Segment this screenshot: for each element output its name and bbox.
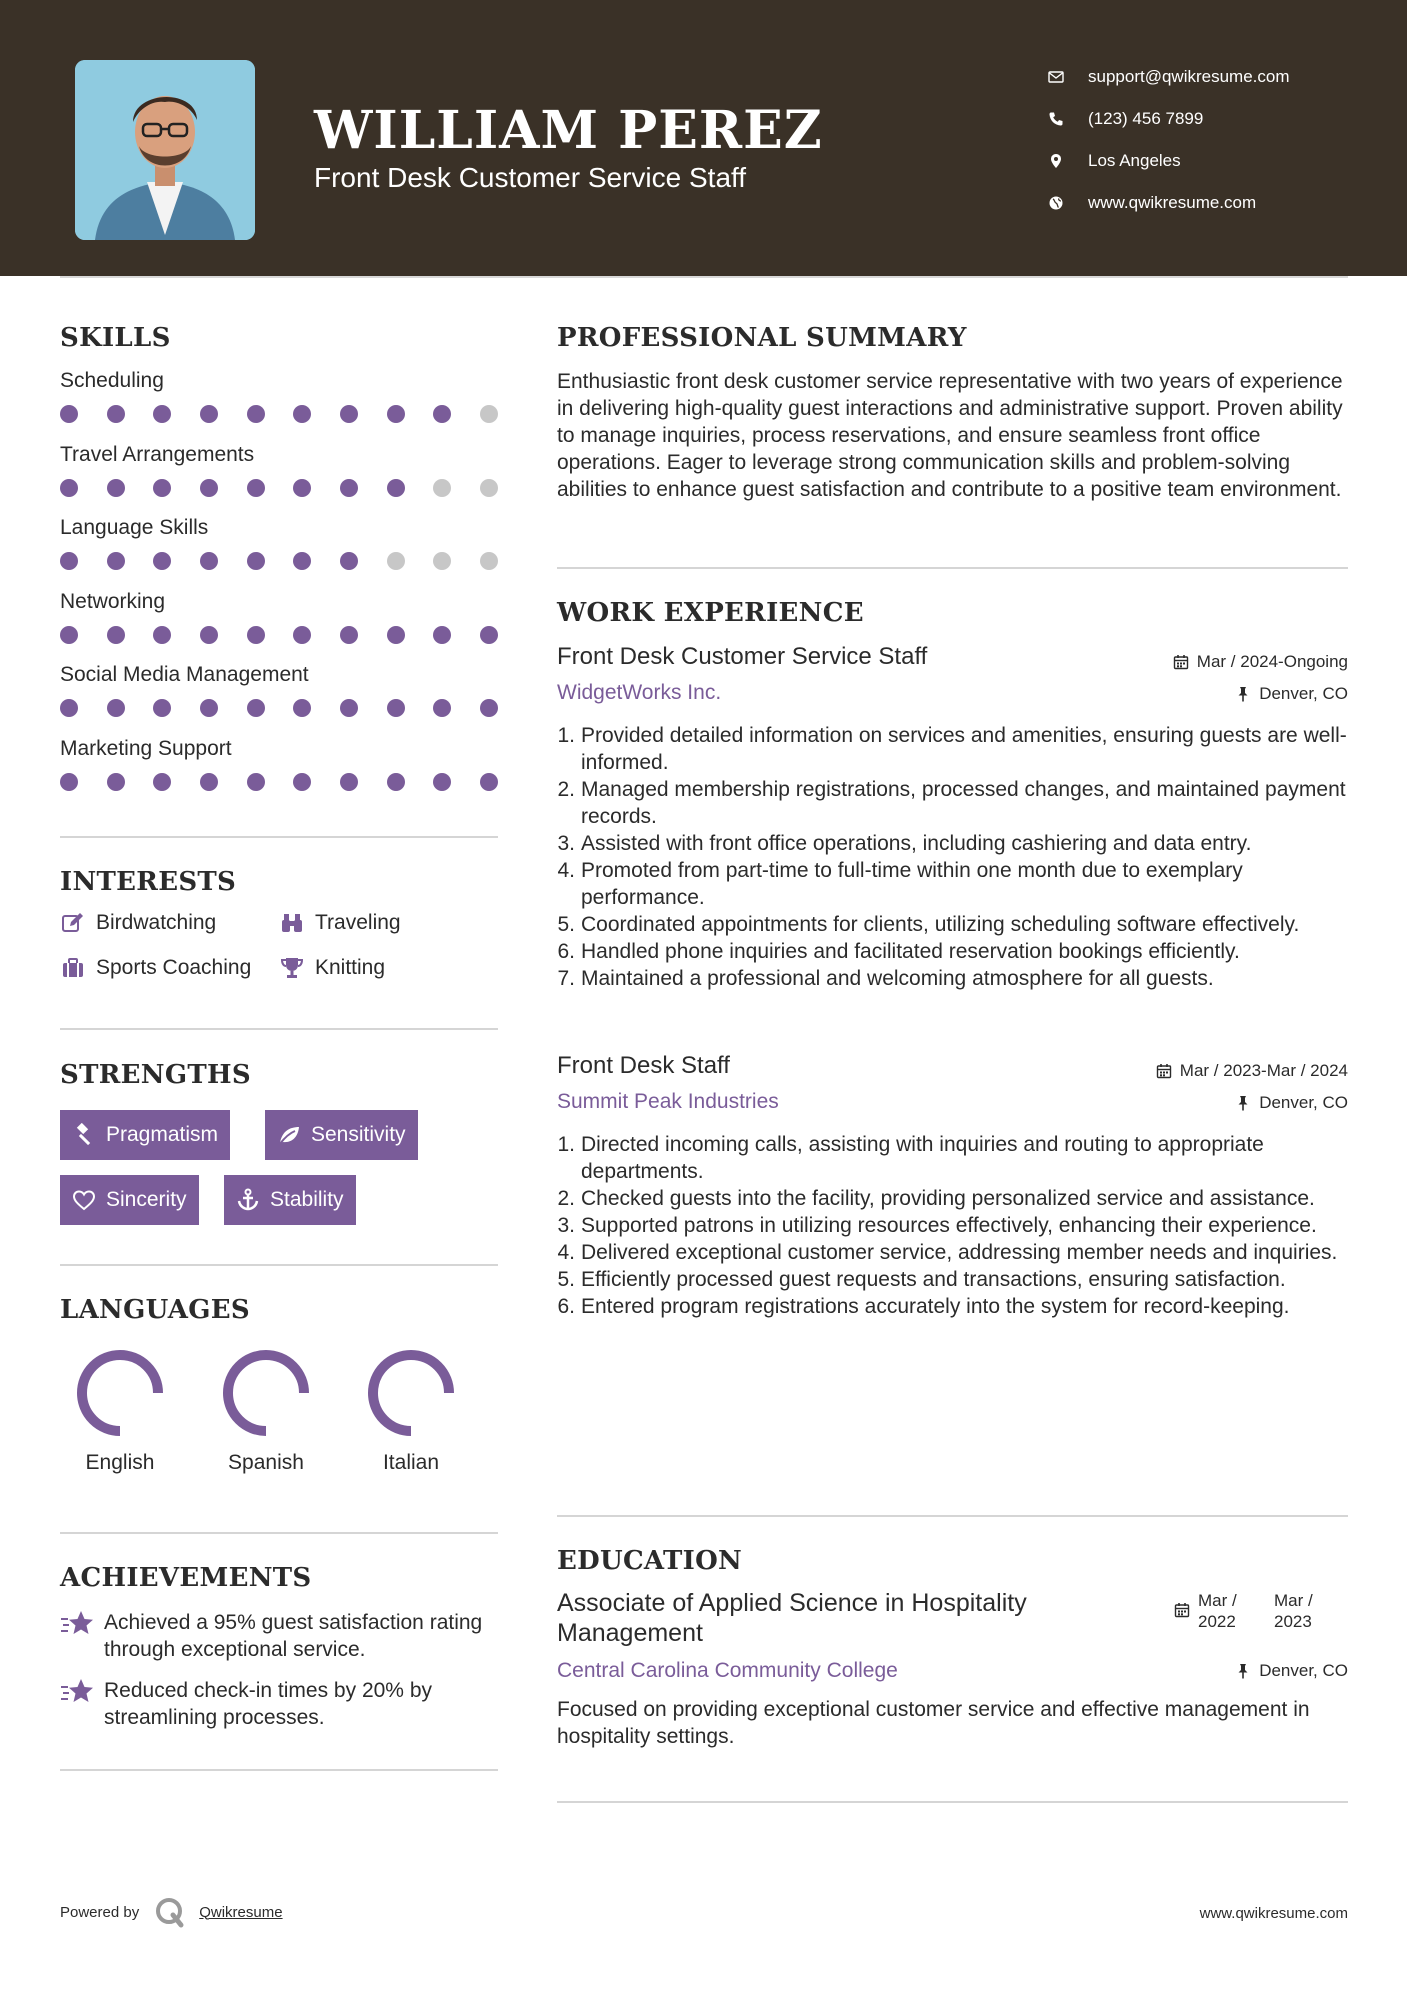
rating-dot-filled [247, 479, 265, 497]
globe-icon [1048, 195, 1078, 211]
skill-name: Marketing Support [60, 736, 232, 760]
rating-dot-filled [107, 479, 125, 497]
rating-dot-filled [293, 626, 311, 644]
rating-dot-filled [107, 552, 125, 570]
contact-list [1048, 56, 1290, 224]
education-school: Central Carolina Community College [557, 1659, 898, 1682]
rating-dot-empty [387, 552, 405, 570]
strength-tag [60, 1110, 230, 1160]
skill-item [60, 588, 500, 644]
rating-dot-filled [433, 626, 451, 644]
rating-dot-filled [153, 626, 171, 644]
rating-dot-filled [480, 699, 498, 717]
rating-dot-filled [153, 773, 171, 791]
rating-dot-filled [60, 405, 78, 423]
rating-dot-filled [247, 405, 265, 423]
section-divider [557, 1801, 1348, 1803]
achievement-text: Achieved a 95% guest satisfaction rating through exceptional service. [104, 1611, 483, 1661]
bullet-item [551, 1212, 1351, 1239]
gavel-icon [72, 1123, 96, 1147]
skill-item [60, 514, 500, 570]
bullet-text: Maintained a professional and welcoming atmosphere for all guests. [581, 967, 1214, 990]
bullet-item [551, 1185, 1351, 1212]
language-item [60, 1345, 180, 1475]
rating-dot-filled [387, 699, 405, 717]
job-location [1235, 1093, 1348, 1113]
rating-dot-filled [107, 405, 125, 423]
bullet-text: Delivered exceptional customer service, addressing member needs and inquiries. [581, 1241, 1338, 1264]
language-gauge [363, 1345, 459, 1441]
education-start: Mar / 2022 [1198, 1591, 1237, 1631]
language-name: Spanish [228, 1451, 304, 1474]
rating-dot-filled [340, 699, 358, 717]
calendar-icon [1174, 1602, 1190, 1618]
rating-dot-filled [340, 773, 358, 791]
bullet-number: 4. [557, 859, 575, 882]
bullet-number: 6. [557, 1295, 575, 1318]
bullet-number: 5. [557, 1268, 575, 1291]
rating-dot-filled [153, 405, 171, 423]
contact-location-text: Los Angeles [1088, 151, 1181, 170]
rating-dot-filled [153, 699, 171, 717]
bullet-text: Handled phone inquiries and facilitated reservation bookings efficiently. [581, 940, 1240, 963]
header-divider [60, 276, 1348, 278]
job-location [1235, 684, 1348, 704]
bullet-item [551, 1266, 1351, 1293]
rating-dot-empty [480, 552, 498, 570]
skill-name: Scheduling [60, 369, 164, 392]
bullet-item [551, 938, 1351, 965]
rating-dot-filled [387, 405, 405, 423]
contact-website-text: www.qwikresume.com [1088, 193, 1257, 212]
skill-name: Social Media Management [60, 663, 309, 686]
summary-heading: PROFESSIONAL SUMMARY [557, 323, 967, 353]
rating-dot-filled [200, 699, 218, 717]
strengths-heading: STRENGTHS [60, 1060, 251, 1090]
skill-rating [60, 405, 498, 423]
bullet-text: Coordinated appointments for clients, utilizing scheduling software effectively. [581, 913, 1300, 936]
rating-dot-filled [60, 626, 78, 644]
interest-item [60, 955, 251, 981]
rating-dot-filled [107, 626, 125, 644]
interest-item [279, 955, 385, 981]
bullet-number: 5. [557, 913, 575, 936]
skill-rating [60, 699, 498, 717]
education-degree: Associate of Applied Science in Hospitality Management [557, 1589, 1027, 1647]
footer-url[interactable]: www.qwikresume.com [1199, 1905, 1348, 1922]
rating-dot-filled [60, 479, 78, 497]
rating-dot-filled [433, 699, 451, 717]
bullet-text: Promoted from part-time to full-time within one month due to exemplary performance. [581, 859, 1243, 909]
footer-powered-by [60, 1895, 283, 1929]
rating-dot-filled [293, 405, 311, 423]
skill-name: Language Skills [60, 516, 209, 539]
bullet-text: Efficiently processed guest requests and transactions, ensuring satisfaction. [581, 1268, 1286, 1291]
contact-website[interactable] [1048, 182, 1290, 224]
bullet-item [551, 857, 1351, 911]
rating-dot-filled [480, 773, 498, 791]
interests-heading: INTERESTS [60, 867, 237, 897]
anchor-icon [236, 1188, 260, 1212]
bullet-text: Checked guests into the facility, providing personalized service and assistance. [581, 1187, 1315, 1210]
bullet-item [551, 1293, 1351, 1320]
education-description: Focused on providing exceptional customer service and effective management in hospitality settings. [557, 1698, 1310, 1748]
strength-label: Stability [270, 1188, 344, 1211]
rating-dot-filled [433, 773, 451, 791]
map-pin-icon [1048, 153, 1078, 169]
trophy-icon [279, 955, 305, 981]
bullet-number: 6. [557, 940, 575, 963]
interest-item [279, 910, 401, 936]
bullet-item [551, 1131, 1351, 1185]
qwikresume-logo-icon [153, 1895, 187, 1929]
skill-item [60, 735, 500, 791]
rating-dot-filled [200, 552, 218, 570]
rating-dot-filled [387, 479, 405, 497]
pushpin-icon [1235, 1095, 1251, 1111]
language-name: Italian [382, 1451, 440, 1474]
job-role: Front Desk Staff [557, 1052, 730, 1079]
rating-dot-filled [387, 773, 405, 791]
rating-dot-empty [480, 479, 498, 497]
job-company: Summit Peak Industries [557, 1090, 779, 1113]
achievements-heading: ACHIEVEMENTS [60, 1563, 312, 1593]
bullet-number: 2. [557, 778, 575, 801]
bullet-number: 2. [557, 1187, 575, 1210]
star-icon [60, 1609, 94, 1639]
bullet-text: Entered program registrations accurately into the system for record-keeping. [581, 1295, 1290, 1318]
resume-header [0, 0, 1407, 276]
language-gauge [218, 1345, 314, 1441]
rating-dot-filled [433, 405, 451, 423]
job-bullets [551, 1131, 1351, 1320]
pencil-square-icon [60, 910, 86, 936]
interest-label: Birdwatching [96, 911, 217, 934]
briefcase-icon [60, 955, 86, 981]
rating-dot-filled [340, 405, 358, 423]
section-divider [60, 1264, 498, 1266]
job-dates-text: Mar / 2024-Ongoing [1196, 652, 1348, 671]
profile-photo [75, 60, 255, 240]
bullet-text: Assisted with front office operations, including cashiering and data entry. [581, 832, 1252, 855]
bullet-number: 7. [557, 967, 575, 990]
rating-dot-filled [340, 479, 358, 497]
languages-heading: LANGUAGES [60, 1295, 250, 1325]
contact-email[interactable] [1048, 56, 1290, 98]
bullet-item [551, 1239, 1351, 1266]
job-role: Front Desk Customer Service Staff [557, 643, 928, 670]
rating-dot-filled [293, 479, 311, 497]
interest-item [60, 910, 216, 936]
skill-item [60, 661, 500, 717]
rating-dot-filled [200, 479, 218, 497]
rating-dot-empty [433, 479, 451, 497]
skill-rating [60, 626, 498, 644]
binoculars-icon [279, 910, 305, 936]
strength-label: Sincerity [106, 1188, 187, 1211]
skill-name: Travel Arrangements [60, 442, 255, 466]
heart-icon [72, 1188, 96, 1212]
rating-dot-filled [293, 699, 311, 717]
job-dates-text: Mar / 2023-Mar / 2024 [1179, 1061, 1348, 1080]
interest-label: Traveling [315, 911, 401, 934]
strength-tag [224, 1175, 356, 1225]
bullet-text: Directed incoming calls, assisting with inquiries and routing to appropriate departments. [581, 1133, 1264, 1183]
rating-dot-filled [247, 626, 265, 644]
rating-dot-filled [200, 405, 218, 423]
bullet-item [551, 965, 1351, 992]
education-dates [1174, 1590, 1324, 1632]
pushpin-icon [1235, 686, 1251, 702]
rating-dot-filled [247, 699, 265, 717]
achievement-item [60, 1677, 500, 1731]
section-divider [557, 567, 1348, 569]
contact-phone-text: (123) 456 7899 [1088, 109, 1204, 128]
job-dates [1173, 652, 1348, 672]
language-item [351, 1345, 471, 1475]
rating-dot-filled [247, 552, 265, 570]
education-heading: EDUCATION [557, 1546, 743, 1576]
job-company: WidgetWorks Inc. [557, 681, 722, 704]
contact-phone[interactable] [1048, 98, 1290, 140]
pushpin-icon [1235, 1663, 1251, 1679]
section-divider [60, 1532, 498, 1534]
language-item [206, 1345, 326, 1475]
candidate-name: WILLIAM PEREZ [314, 100, 823, 161]
education-end: Mar / 2023 [1274, 1591, 1313, 1631]
strength-tag [60, 1175, 199, 1225]
skill-item [60, 367, 500, 423]
job-bullets [551, 722, 1351, 992]
rating-dot-filled [153, 479, 171, 497]
star-icon [60, 1677, 94, 1707]
rating-dot-filled [60, 552, 78, 570]
powered-by-text: Powered by [60, 1903, 140, 1921]
bullet-item [551, 776, 1351, 830]
bullet-number: 1. [557, 724, 575, 747]
calendar-icon [1156, 1063, 1172, 1079]
rating-dot-empty [480, 405, 498, 423]
section-divider [557, 1515, 1348, 1517]
brand-link[interactable]: Qwikresume [199, 1903, 283, 1921]
contact-email-text: support@qwikresume.com [1088, 67, 1290, 86]
bullet-number: 1. [557, 1133, 575, 1156]
skill-rating [60, 552, 498, 570]
job-location-text: Denver, CO [1259, 684, 1348, 703]
candidate-title: Front Desk Customer Service Staff [314, 162, 747, 193]
job-location-text: Denver, CO [1259, 1093, 1348, 1112]
strength-label: Sensitivity [311, 1123, 406, 1146]
rating-dot-filled [60, 699, 78, 717]
rating-dot-filled [107, 699, 125, 717]
interest-label: Knitting [315, 956, 386, 979]
bullet-item [551, 722, 1351, 776]
rating-dot-filled [153, 552, 171, 570]
achievement-text: Reduced check-in times by 20% by streamlining processes. [104, 1679, 432, 1729]
language-name: English [85, 1451, 155, 1474]
section-divider [60, 1769, 498, 1771]
interest-label: Sports Coaching [96, 956, 252, 979]
section-divider [60, 1028, 498, 1030]
rating-dot-filled [247, 773, 265, 791]
skill-item [60, 441, 500, 497]
bullet-item [551, 911, 1351, 938]
skill-rating [60, 773, 498, 791]
education-location-text: Denver, CO [1259, 1661, 1348, 1680]
rating-dot-empty [433, 552, 451, 570]
contact-location [1048, 140, 1290, 182]
skill-name: Networking [60, 589, 166, 613]
phone-icon [1048, 111, 1078, 127]
rating-dot-filled [340, 626, 358, 644]
bullet-number: 4. [557, 1241, 575, 1264]
job-dates [1156, 1061, 1348, 1081]
experience-heading: WORK EXPERIENCE [557, 598, 864, 628]
envelope-icon [1048, 69, 1078, 85]
rating-dot-filled [387, 626, 405, 644]
rating-dot-filled [60, 773, 78, 791]
achievement-item [60, 1609, 500, 1663]
bullet-text: Managed membership registrations, processed changes, and maintained payment records. [581, 778, 1346, 828]
section-divider [60, 836, 498, 838]
bullet-number: 3. [557, 832, 575, 855]
bullet-number: 3. [557, 1214, 575, 1237]
education-location [1235, 1661, 1348, 1681]
rating-dot-filled [340, 552, 358, 570]
leaf-icon [277, 1123, 301, 1147]
strength-tag [265, 1110, 418, 1160]
skills-heading: SKILLS [60, 323, 171, 353]
rating-dot-filled [107, 773, 125, 791]
calendar-icon [1173, 654, 1189, 670]
rating-dot-filled [480, 626, 498, 644]
strength-label: Pragmatism [106, 1123, 219, 1146]
language-gauge [72, 1345, 168, 1441]
skill-rating [60, 479, 498, 497]
rating-dot-filled [293, 552, 311, 570]
rating-dot-filled [200, 773, 218, 791]
bullet-text: Supported patrons in utilizing resources effectively, enhancing their experience. [581, 1214, 1317, 1237]
summary-text: Enthusiastic front desk customer service representative with two years of experience in delivering high-quality guest interactions and administrative support. Proven ability to manage inquiries, process reservations, and ensure seamless front office operations. Eager to leverage strong communication skills and problem-solving abilities to enhance guest satisfaction and contribute to a positive team environment. [557, 370, 1343, 501]
bullet-item [551, 830, 1351, 857]
rating-dot-filled [200, 626, 218, 644]
bullet-text: Provided detailed information on services and amenities, ensuring guests are well-informed. [581, 724, 1347, 774]
rating-dot-filled [293, 773, 311, 791]
